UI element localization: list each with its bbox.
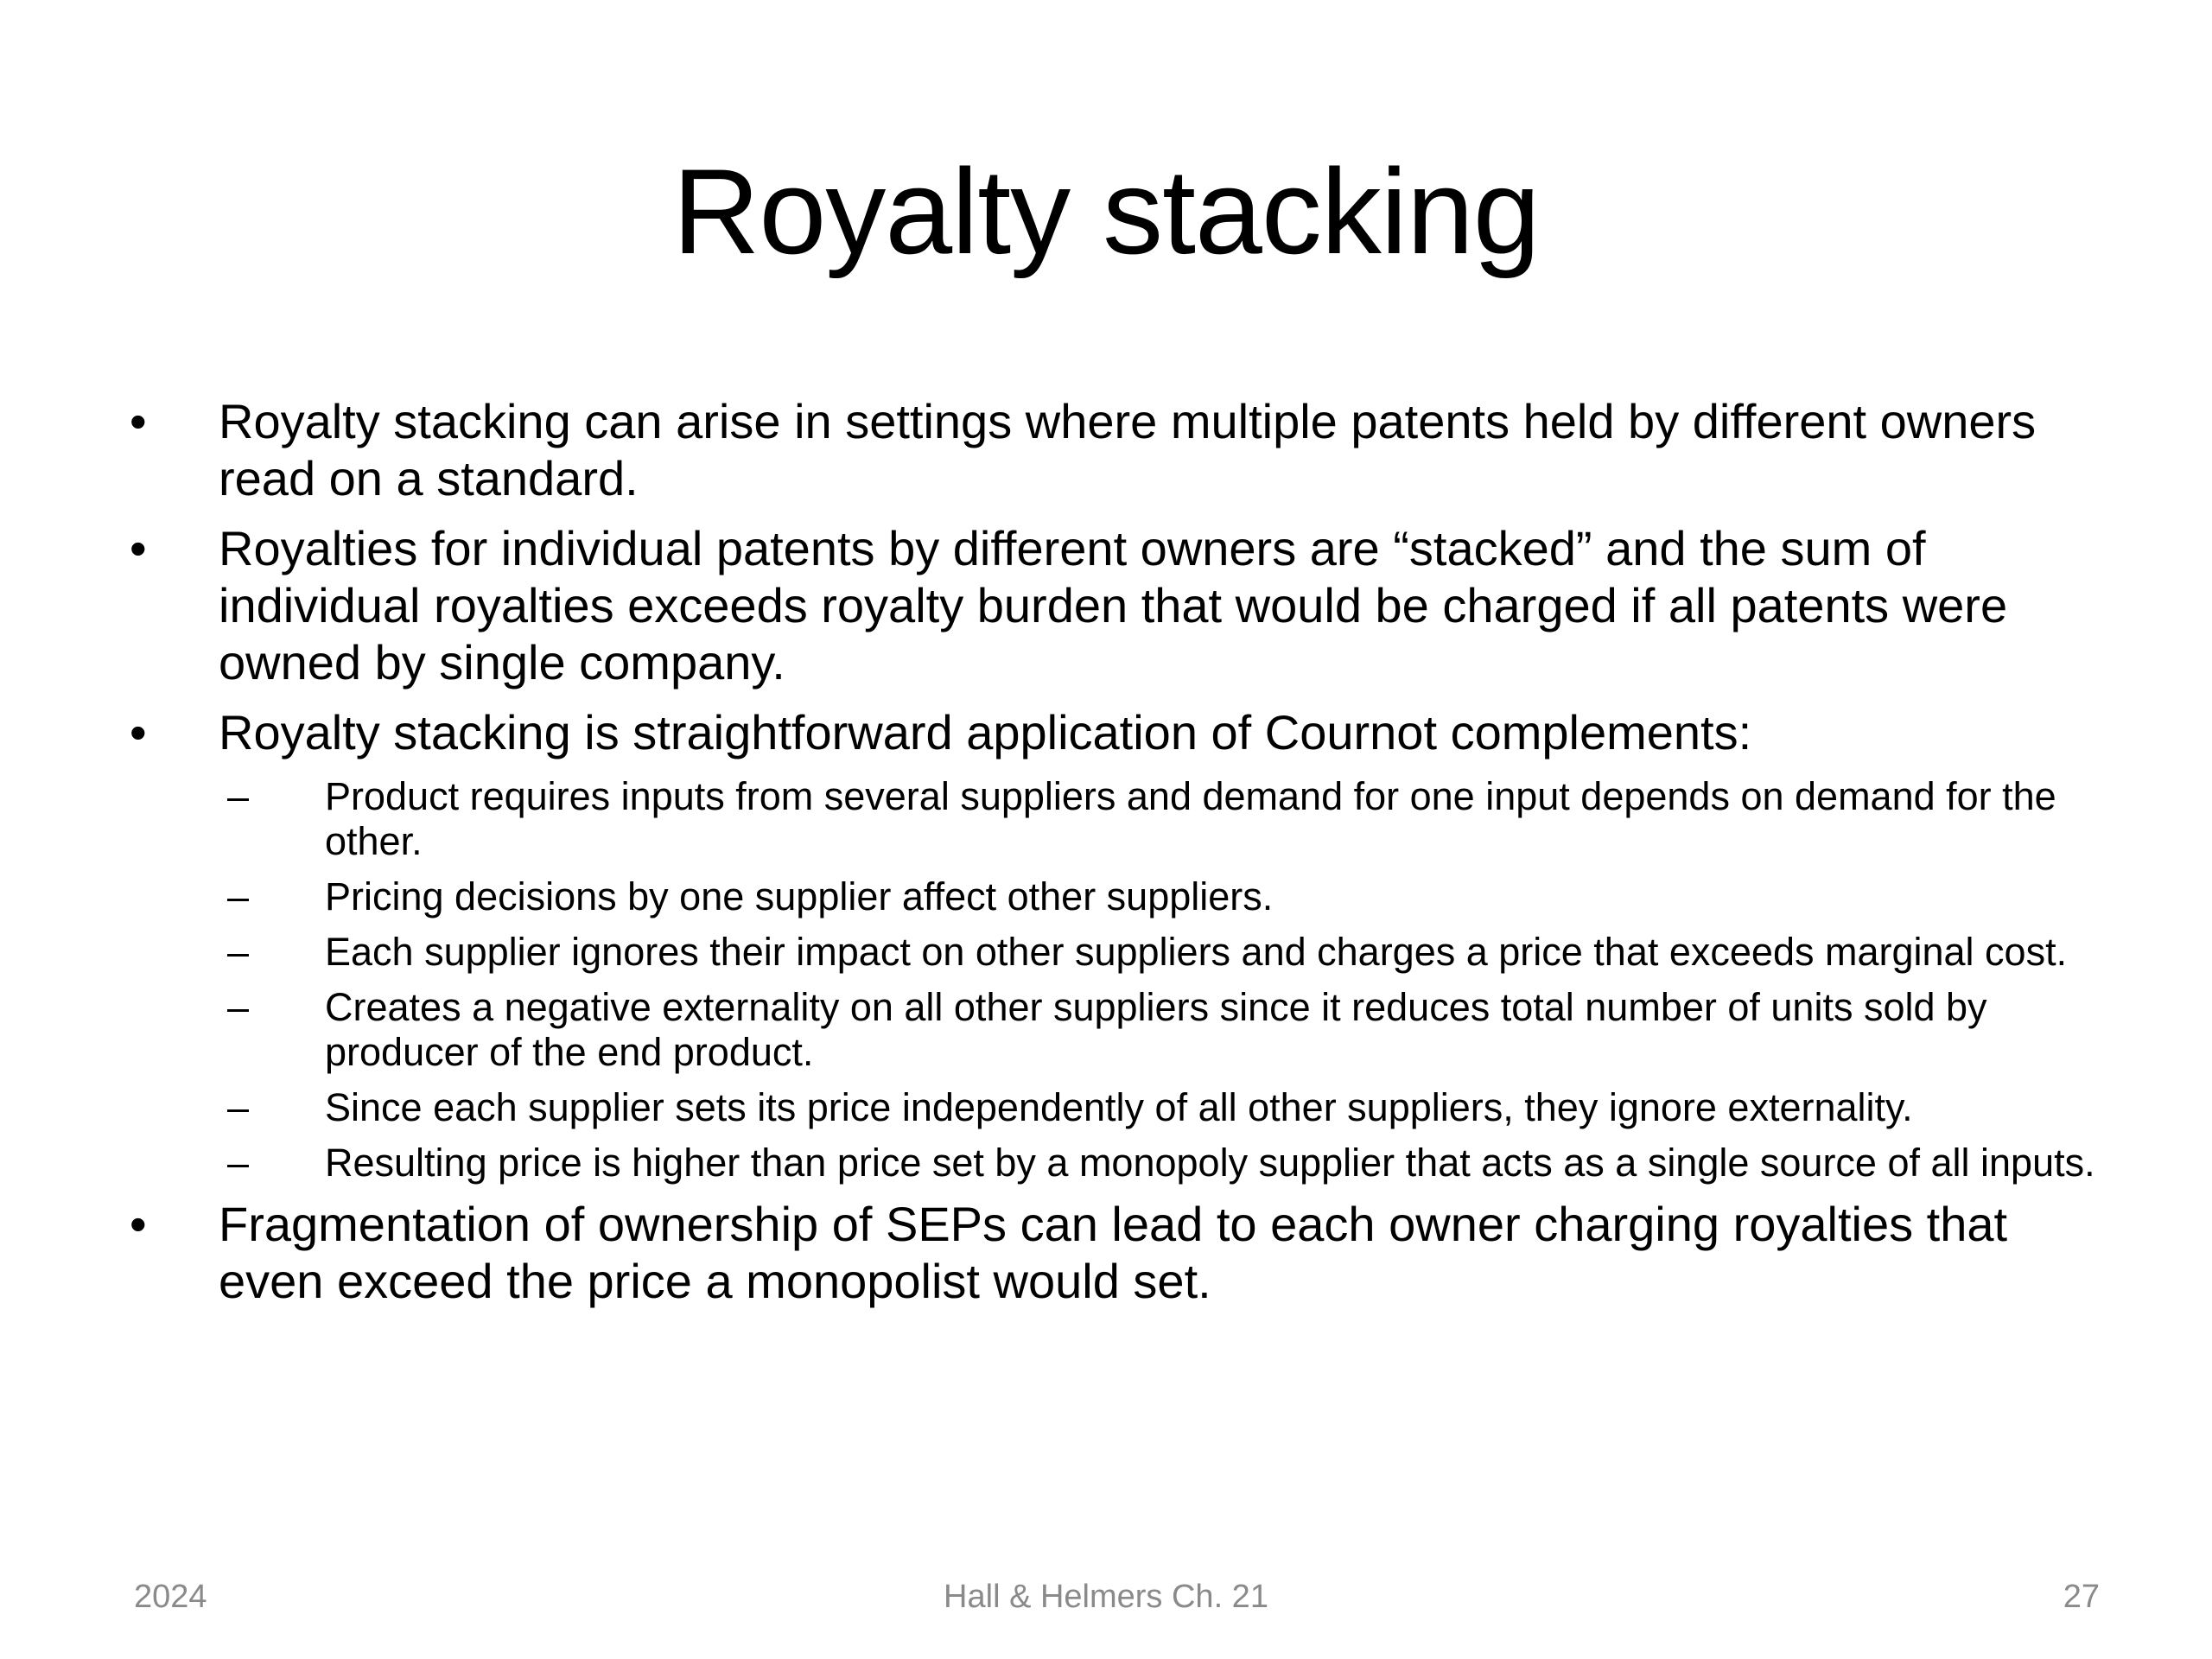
sub-marker: –: [227, 985, 250, 1029]
bullet-text: Fragmentation of ownership of SEPs can lead to each owner charging royalties that even exceed the price a monopolist would set.: [219, 1197, 2008, 1308]
bullet-item: [130, 393, 2108, 507]
sub-list: [130, 774, 2108, 1185]
sub-item: [227, 1085, 2108, 1130]
sub-item: [227, 1141, 2108, 1185]
footer-year: 2024: [134, 1579, 207, 1615]
sub-item: [227, 985, 2108, 1075]
sub-text: Each supplier ignores their impact on other suppliers and charges a price that exceeds marginal cost.: [325, 930, 2068, 974]
bullet-item: [130, 1196, 2108, 1310]
sub-item: [227, 774, 2108, 864]
sub-text: Product requires inputs from several suppliers and demand for one input depends on demand for the other.: [325, 774, 2056, 863]
sub-text: Pricing decisions by one supplier affect other suppliers.: [325, 874, 1274, 918]
sub-text: Resulting price is higher than price set by a monopoly supplier that acts as a single source of all inputs.: [325, 1141, 2095, 1185]
bullet-item: [130, 704, 2108, 761]
bullet-text: Royalty stacking can arise in settings where multiple patents held by different owners read on a standard.: [219, 394, 2037, 505]
sub-item: [227, 930, 2108, 975]
bullet-marker: •: [130, 521, 147, 575]
bullet-text: Royalties for individual patents by different owners are “stacked” and the sum of individual royalties exceeds royalty burden that would be charged if all patents were owned by single company.: [219, 521, 2008, 690]
bullet-marker: •: [130, 705, 147, 760]
sub-item: [227, 874, 2108, 919]
slide-number: 27: [2063, 1579, 2100, 1615]
sub-marker: –: [227, 930, 250, 974]
sub-marker: –: [227, 1141, 250, 1185]
slide-body: [130, 393, 2108, 1323]
sub-marker: –: [227, 774, 250, 818]
sub-marker: –: [227, 874, 250, 918]
bullet-marker: •: [130, 1197, 147, 1251]
bullet-marker: •: [130, 394, 147, 448]
sub-text: Creates a negative externality on all other suppliers since it reduces total number of units sold by producer of the end product.: [325, 985, 1987, 1074]
sub-text: Since each supplier sets its price independently of all other suppliers, they ignore externality.: [325, 1085, 1913, 1129]
bullet-text: Royalty stacking is straightforward application of Cournot complements:: [219, 705, 1752, 760]
sub-marker: –: [227, 1085, 250, 1129]
slide-title: Royalty stacking: [672, 143, 1540, 279]
bullet-item: [130, 520, 2108, 691]
footer-source: Hall & Helmers Ch. 21: [944, 1579, 1268, 1615]
